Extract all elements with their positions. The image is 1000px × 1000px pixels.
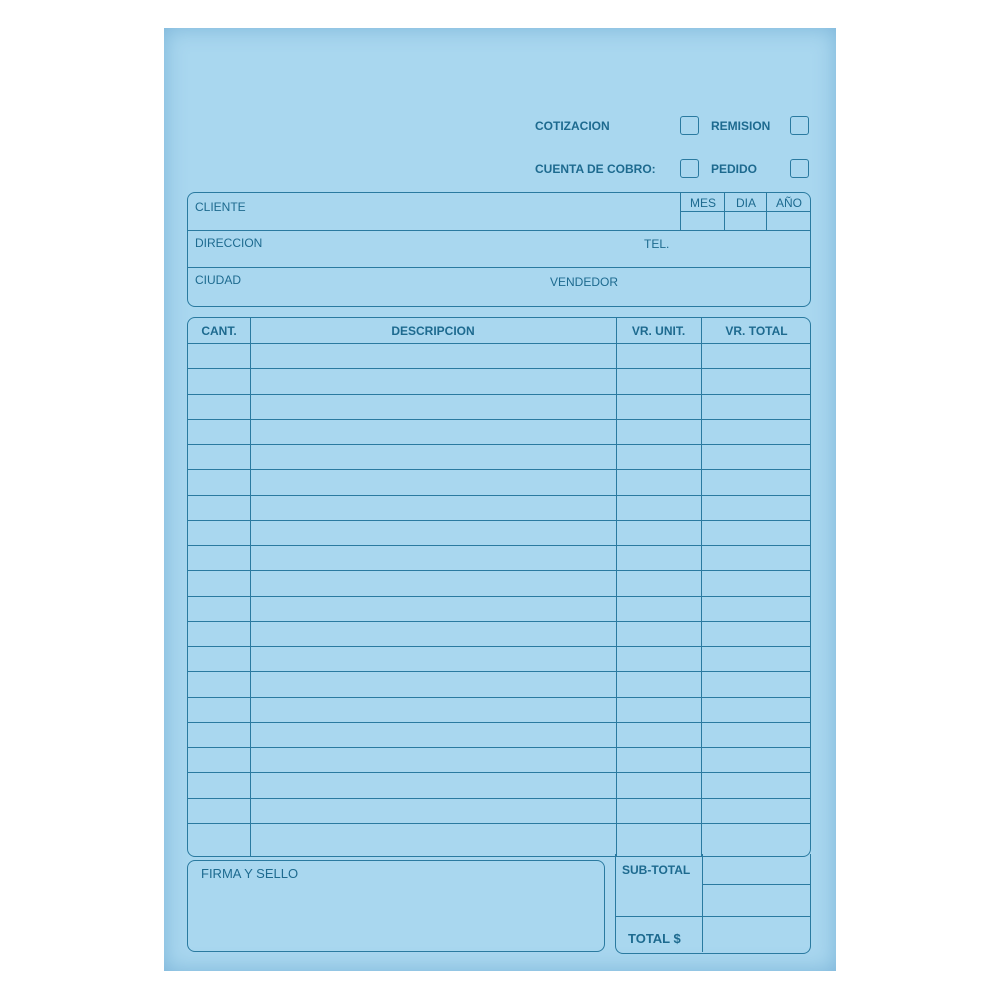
pedido-checkbox[interactable]	[790, 159, 809, 178]
cotizacion-checkbox[interactable]	[680, 116, 699, 135]
table-row[interactable]	[188, 343, 810, 344]
client-info-panel	[187, 192, 811, 307]
totals-box	[615, 854, 811, 954]
invoice-form-sheet	[164, 28, 836, 971]
table-row[interactable]	[188, 697, 810, 698]
table-row[interactable]	[188, 747, 810, 748]
column-header-descripcion: DESCRIPCION	[391, 324, 475, 338]
cant-column-divider	[250, 318, 251, 856]
table-row[interactable]	[188, 520, 810, 521]
remision-checkbox[interactable]	[790, 116, 809, 135]
tel-label: TEL.	[644, 237, 670, 251]
vendedor-label: VENDEDOR	[550, 275, 619, 289]
cotizacion-label: COTIZACION	[535, 119, 610, 133]
table-row[interactable]	[188, 671, 810, 672]
column-header-cant: CANT.	[201, 324, 237, 338]
column-header-vr-total: VR. TOTAL	[725, 324, 788, 338]
table-row[interactable]	[188, 495, 810, 496]
table-row[interactable]	[188, 469, 810, 470]
ciudad-label: CIUDAD	[195, 273, 242, 287]
table-row[interactable]	[188, 798, 810, 799]
table-row[interactable]	[188, 621, 810, 622]
signature-box[interactable]	[187, 860, 605, 952]
total-label: TOTAL $	[628, 931, 681, 946]
table-row[interactable]	[188, 444, 810, 445]
total-line	[616, 916, 810, 917]
table-row[interactable]	[188, 646, 810, 647]
date-divider-3	[766, 193, 767, 230]
table-row[interactable]	[188, 394, 810, 395]
subtotal-line	[702, 884, 810, 885]
ano-label: AÑO	[775, 196, 802, 210]
mes-label: MES	[689, 196, 716, 210]
date-header-divider	[680, 211, 810, 212]
firma-y-sello-label: FIRMA Y SELLO	[201, 866, 299, 881]
remision-label: REMISION	[711, 119, 771, 133]
table-row[interactable]	[188, 419, 810, 420]
vr-unit-column-divider	[701, 318, 702, 856]
descripcion-column-divider	[616, 318, 617, 856]
sub-total-label: SUB-TOTAL	[622, 863, 691, 877]
table-row[interactable]	[188, 545, 810, 546]
items-table	[187, 317, 811, 857]
cuenta-de-cobro-label: CUENTA DE COBRO:	[535, 162, 656, 176]
pedido-label: PEDIDO	[711, 162, 758, 176]
cuenta-de-cobro-checkbox[interactable]	[680, 159, 699, 178]
direccion-label: DIRECCION	[195, 236, 263, 250]
client-divider-2	[188, 267, 810, 268]
client-divider-1	[188, 230, 810, 231]
table-row[interactable]	[188, 570, 810, 571]
date-divider-1	[680, 193, 681, 230]
table-row[interactable]	[188, 823, 810, 824]
date-divider-2	[724, 193, 725, 230]
table-row[interactable]	[188, 368, 810, 369]
table-row[interactable]	[188, 596, 810, 597]
column-header-vr-unit: VR. UNIT.	[631, 324, 686, 338]
totals-divider	[702, 854, 703, 952]
table-row[interactable]	[188, 772, 810, 773]
dia-label: DIA	[735, 196, 756, 210]
cliente-label: CLIENTE	[195, 200, 246, 214]
table-row[interactable]	[188, 722, 810, 723]
